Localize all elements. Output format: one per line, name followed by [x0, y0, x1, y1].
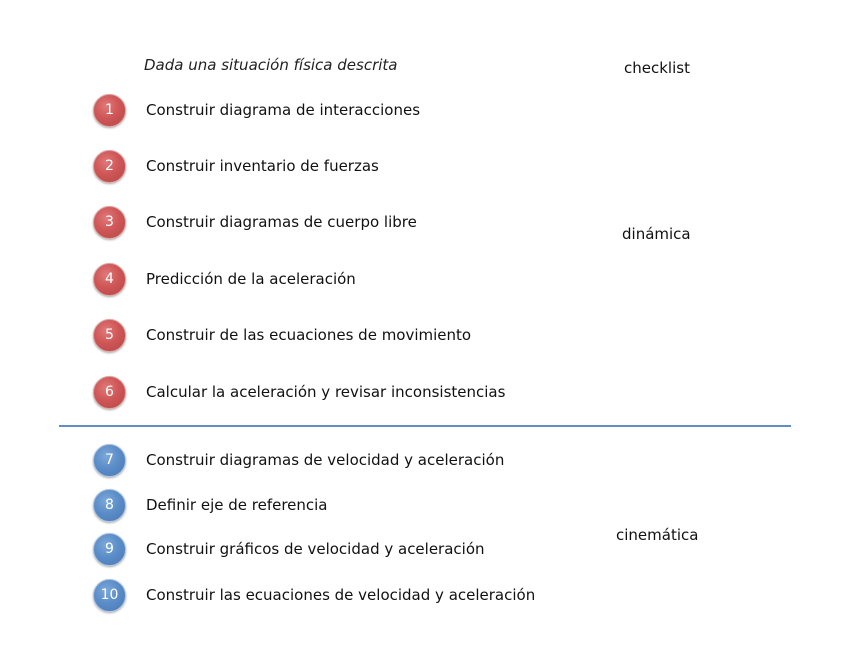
- step-4: [93, 262, 356, 296]
- step-number-badge: 10: [93, 579, 126, 612]
- step-number-badge: 8: [93, 489, 126, 522]
- checklist-label: checklist: [624, 59, 690, 77]
- step-10: [93, 578, 535, 612]
- step-label: Construir de las ecuaciones de movimiento: [146, 326, 472, 344]
- step-6: [93, 375, 505, 409]
- step-8: [93, 488, 328, 522]
- step-number-badge: 6: [93, 376, 126, 409]
- step-label: Construir diagramas de velocidad y aceleración: [146, 451, 505, 469]
- cinematica-label: cinemática: [616, 526, 699, 544]
- step-label: Construir gráficos de velocidad y aceleración: [146, 540, 485, 558]
- step-number-badge: 3: [93, 206, 126, 239]
- step-1: [93, 93, 420, 127]
- step-3: [93, 205, 417, 239]
- step-number-badge: 2: [93, 150, 126, 183]
- step-label: Construir inventario de fuerzas: [146, 157, 379, 175]
- section-divider: [59, 425, 791, 427]
- step-number-badge: 5: [93, 319, 126, 352]
- step-number-badge: 4: [93, 263, 126, 296]
- step-label: Definir eje de referencia: [146, 496, 328, 514]
- step-number-badge: 9: [93, 533, 126, 566]
- dinamica-label: dinámica: [622, 225, 691, 243]
- step-label: Construir diagramas de cuerpo libre: [146, 213, 417, 231]
- step-9: [93, 532, 485, 566]
- step-number-badge: 7: [93, 444, 126, 477]
- step-label: Construir las ecuaciones de velocidad y aceleración: [146, 586, 536, 604]
- step-7: [93, 443, 504, 477]
- step-2: [93, 149, 379, 183]
- step-label: Calcular la aceleración y revisar inconsistencias: [146, 383, 506, 401]
- step-number-badge: 1: [93, 94, 126, 127]
- intro-text: Dada una situación física descrita: [144, 56, 398, 74]
- step-label: Predicción de la aceleración: [146, 270, 356, 288]
- step-label: Construir diagrama de interacciones: [146, 101, 421, 119]
- step-5: [93, 318, 471, 352]
